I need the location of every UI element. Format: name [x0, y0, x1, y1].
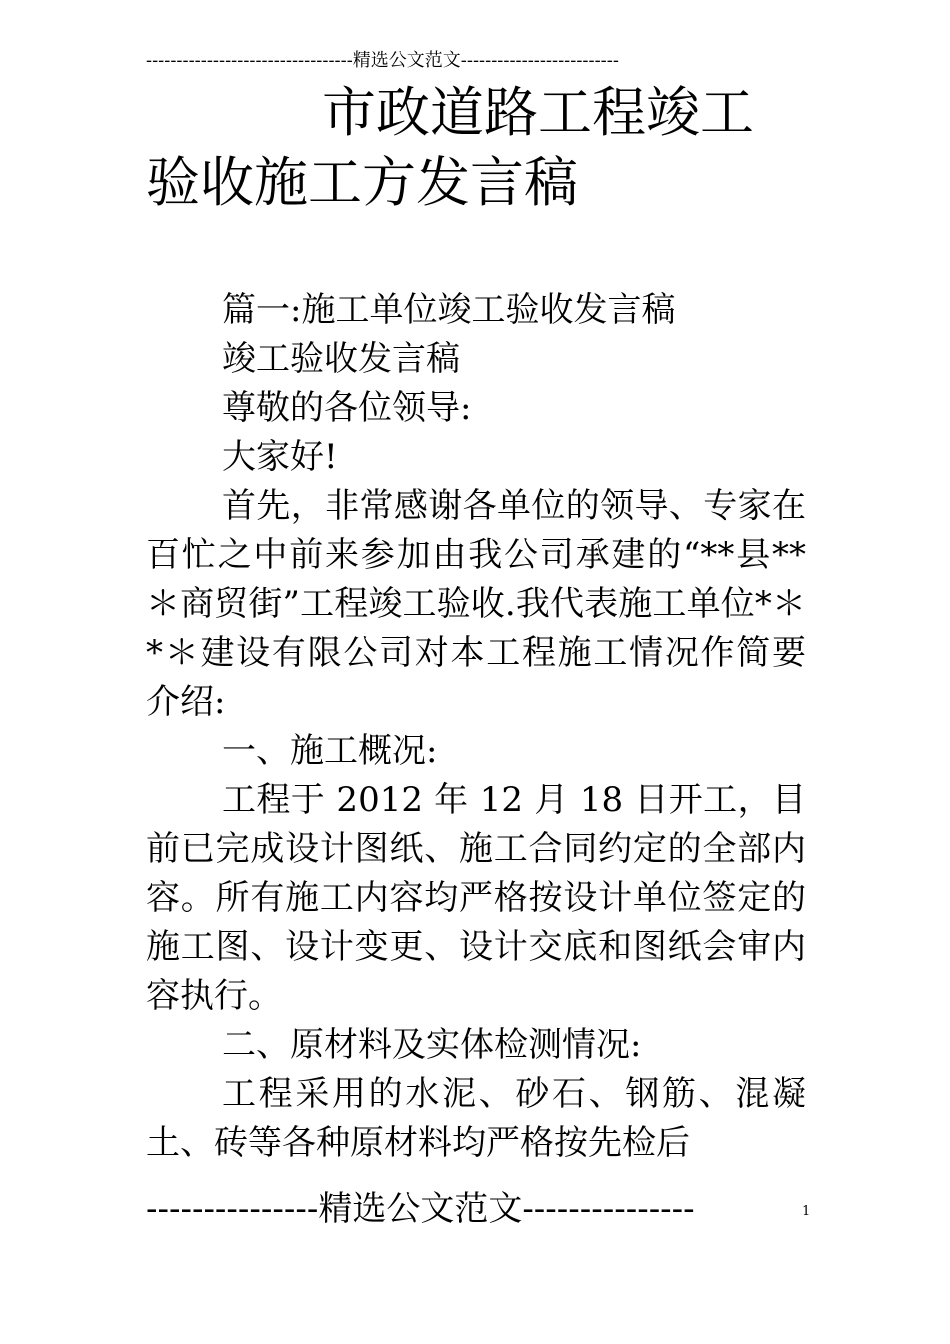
paragraph-materials: 工程采用的水泥、砂石、钢筋、混凝土、砖等各种原材料均严格按先检后 [146, 1074, 806, 1163]
paragraph-heading-overview: 一、施工概况: [222, 731, 438, 771]
title-line-1: 市政道路工程竣工 [322, 81, 754, 144]
page-footer: ---------------精选公文范文--------------- [146, 1189, 695, 1229]
paragraph-salutation: 尊敬的各位领导: [222, 388, 472, 428]
paragraph-section-title: 篇一:施工单位竣工验收发言稿 [222, 290, 676, 330]
paragraph-subtitle: 竣工验收发言稿 [222, 339, 460, 379]
document-title [146, 78, 806, 218]
paragraph-heading-materials: 二、原材料及实体检测情况: [222, 1025, 642, 1065]
page-header: ----------------------------------精选公文范文-------------------------- [146, 50, 619, 71]
paragraph-introduction: 首先，非常感谢各单位的领导、专家在百忙之中前来参加由我公司承建的“**县**＊商贸街”工程竣工验收.我代表施工单位*＊*＊建设有限公司对本工程施工情况作简要介绍: [146, 486, 806, 722]
paragraph-overview: 工程于 2012 年 12 月 18 日开工，目前已完成设计图纸、施工合同约定的全部内容。所有施工内容均严格按设计单位签定的施工图、设计变更、设计交底和图纸会审内容执行。 [146, 780, 806, 1016]
page-number: 1 [802, 1204, 811, 1219]
title-line-2: 验收施工方发言稿 [146, 151, 578, 214]
paragraph-greeting: 大家好! [222, 437, 338, 477]
document-body [146, 286, 806, 1168]
